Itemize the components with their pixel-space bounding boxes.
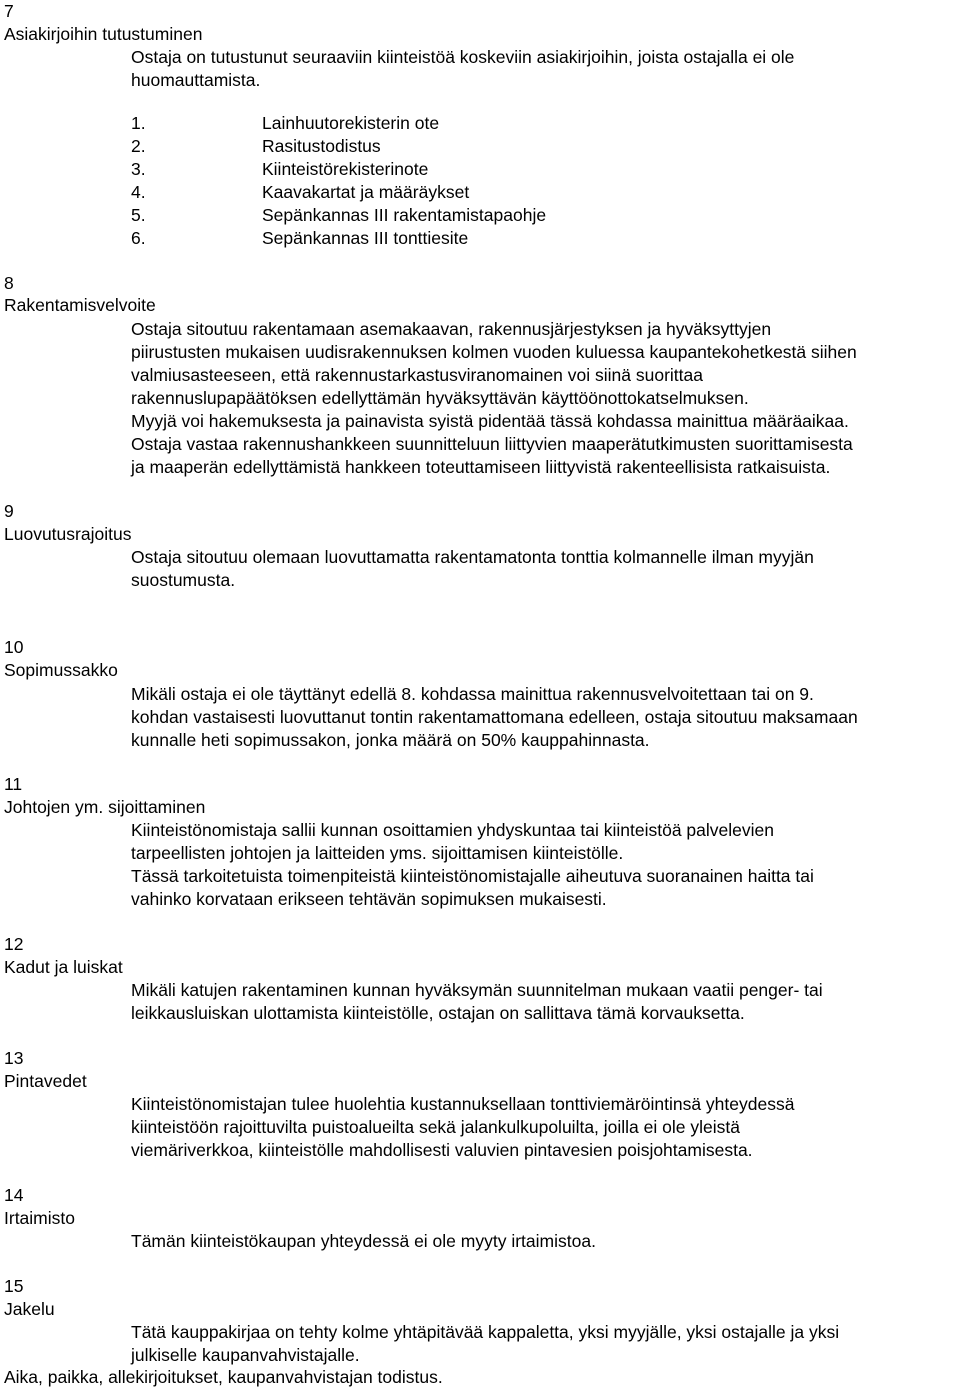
paragraph-line: valmiusasteeseen, että rakennustarkastusviranomainen voi siinä suorittaa [131,365,703,385]
paragraph-line: tarpeellisten johtojen ja laitteiden yms. sijoittamisen kiinteistölle. [131,843,624,863]
paragraph-line: Tämän kiinteistökaupan yhteydessä ei ole myyty irtaimistoa. [131,1231,596,1251]
paragraph-line: kunnalle heti sopimussakon, jonka määrä on 50% kauppahinnasta. [131,730,650,750]
closing-line: Aika, paikka, allekirjoitukset, kaupanvahvistajan todistus. [4,1367,443,1387]
document-list-item: Sepänkannas III tonttiesite [262,228,469,248]
document-list-number: 3. [131,159,146,179]
paragraph-line: leikkausluiskan ulottamista kiinteistölle, ostajan on sallittava tämä korvauksetta. [131,1003,745,1023]
document-list-number: 4. [131,182,146,202]
paragraph-line: Ostaja on tutustunut seuraaviin kiinteistöä koskeviin asiakirjoihin, joista ostajalla ei ole [131,47,795,67]
paragraph-line: julkiselle kaupanvahvistajalle. [131,1345,360,1365]
paragraph-line: Myyjä voi hakemuksesta ja painavista syistä pidentää tässä kohdassa mainittua määräaikaa. [131,411,849,431]
document-list-item: Kiinteistörekisterinote [262,159,429,179]
document-list-number: 6. [131,228,146,248]
document-list-number: 1. [131,113,146,133]
section-title: Sopimussakko [4,660,118,680]
document-list-item: Kaavakartat ja määräykset [262,182,470,202]
document-list-item: Lainhuutorekisterin ote [262,113,440,133]
paragraph-line: Mikäli katujen rakentaminen kunnan hyväksymän suunnitelman mukaan vaatii penger- tai [131,980,823,1000]
section-number: 11 [4,774,23,794]
section-number: 7 [4,1,14,21]
section-number: 8 [4,273,14,293]
paragraph-line: Tätä kauppakirjaa on tehty kolme yhtäpitävää kappaletta, yksi myyjälle, yksi ostajalle ja yksi [131,1322,840,1342]
section-title: Rakentamisvelvoite [4,295,156,315]
paragraph-line: huomauttamista. [131,70,261,90]
section-number: 14 [4,1185,24,1205]
section-title: Johtojen ym. sijoittaminen [4,797,206,817]
section-number: 13 [4,1048,24,1068]
paragraph-line: vahinko korvataan erikseen tehtävän sopimuksen mukaisesti. [131,889,607,909]
document-list-number: 5. [131,205,146,225]
paragraph-line: Mikäli ostaja ei ole täyttänyt edellä 8. kohdassa mainittua rakennusvelvoitettaan tai on 9. [131,684,814,704]
section-number: 10 [4,637,24,657]
section-number: 15 [4,1276,24,1296]
paragraph-line: kiinteistöön rajoittuvilta puistoalueilta sekä jalankulkupoluilta, joilla ei ole yleistä [131,1117,740,1137]
paragraph-line: viemäriverkkoa, kiinteistölle mahdollisesti valuvien pintavesien poisjohtamisesta. [131,1140,753,1160]
paragraph-line: ja maaperän edellyttämistä hankkeen toteuttamiseen liittyvistä rakenteellisista ratkaisuista. [131,457,831,477]
document-list-item: Sepänkannas III rakentamistapaohje [262,205,547,225]
section-title: Jakelu [4,1299,55,1319]
paragraph-line: kohdan vastaisesti luovuttanut tontin rakentamattomana edelleen, ostaja sitoutuu maksamaan [131,707,858,727]
paragraph-line: rakennuslupapäätöksen edellyttämän hyväksyttävän käyttöönottokatselmuksen. [131,388,749,408]
section-number: 12 [4,934,24,954]
paragraph-line: Ostaja vastaa rakennushankkeen suunnitteluun liittyvien maaperätutkimusten suorittamisesta [131,434,853,454]
paragraph-line: piirustusten mukaisen uudisrakennuksen kolmen vuoden kuluessa kaupantekohetkestä siihen [131,342,857,362]
paragraph-line: Kiinteistönomistaja sallii kunnan osoittamien yhdyskuntaa tai kiinteistöä palvelevien [131,820,774,840]
paragraph-line: Ostaja sitoutuu rakentamaan asemakaavan, rakennusjärjestyksen ja hyväksyttyjen [131,319,772,339]
document-list-number: 2. [131,136,146,156]
paragraph-line: Tässä tarkoitetuista toimenpiteistä kiinteistönomistajalle aiheutuva suoranainen haitta tai [131,866,814,886]
paragraph-line: suostumusta. [131,570,236,590]
section-title: Irtaimisto [4,1208,75,1228]
section-title: Asiakirjoihin tutustuminen [4,24,203,44]
section-title: Pintavedet [4,1071,87,1091]
paragraph-line: Kiinteistönomistajan tulee huolehtia kustannuksellaan tonttiviemäröintinsä yhteydessä [131,1094,795,1114]
section-title: Kadut ja luiskat [4,957,123,977]
paragraph-line: Ostaja sitoutuu olemaan luovuttamatta rakentamatonta tonttia kolmannelle ilman myyjän [131,547,814,567]
document-list-item: Rasitustodistus [262,136,381,156]
section-number: 9 [4,501,14,521]
section-title: Luovutusrajoitus [4,524,132,544]
